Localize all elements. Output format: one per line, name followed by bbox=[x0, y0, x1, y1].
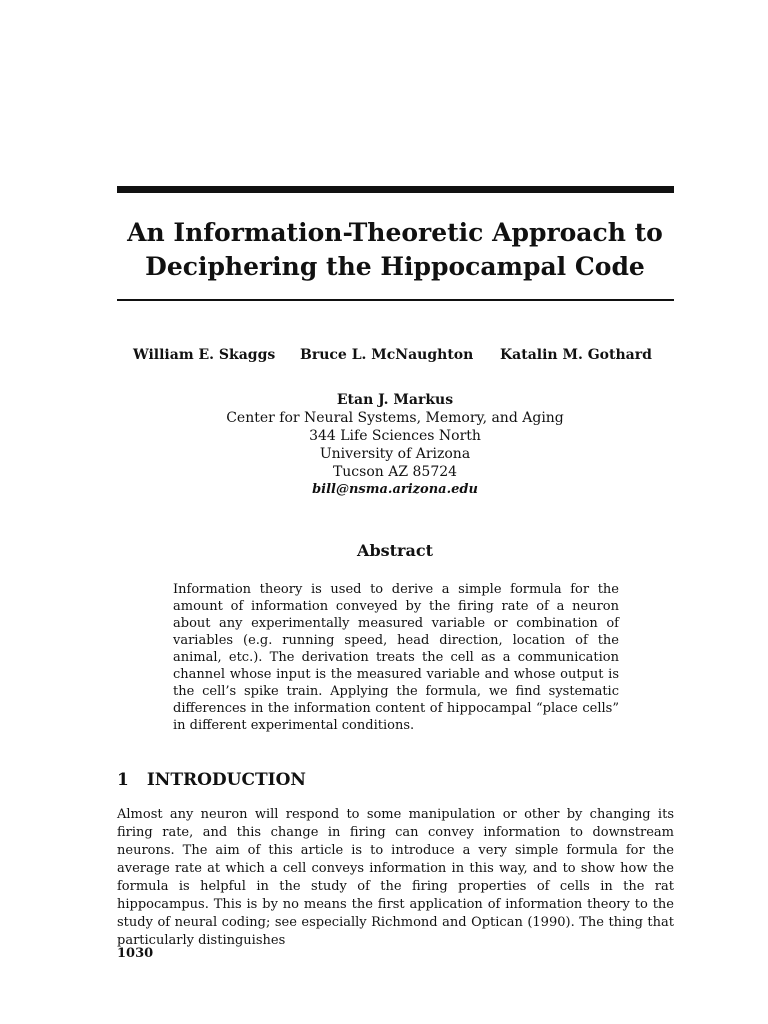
title-line-1: An Information-Theoretic Approach to bbox=[127, 218, 663, 247]
top-thick-rule bbox=[117, 186, 674, 193]
affiliation-line: University of Arizona bbox=[319, 446, 471, 462]
affiliation-block bbox=[150, 391, 640, 499]
section-heading bbox=[117, 770, 306, 790]
page-number: 1030 bbox=[117, 946, 154, 961]
fourth-author: Etan J. Markus bbox=[336, 392, 454, 408]
title-thin-rule bbox=[117, 299, 674, 301]
author-3: Katalin M. Gothard bbox=[500, 347, 652, 363]
author-1: William E. Skaggs bbox=[133, 347, 276, 363]
section-title: INTRODUCTION bbox=[146, 770, 306, 790]
abstract-body: Information theory is used to derive a simple formula for the amount of information conveyed by the firing rate of a neuron about any experimentally measured variable or combination of variables (e.g. running speed, head direction, location of the animal, etc.). The derivation treats the cell as a communication channel whose input is the measured variable and whose output is the cell’s spike train. Applying the formula, we find systematic differences in the information content of hippocampal “place cells” in different experimental conditions. bbox=[173, 582, 619, 733]
abstract-heading: Abstract bbox=[357, 541, 433, 560]
title-line-2: Deciphering the Hippocampal Code bbox=[145, 252, 645, 281]
contact-email: bill@nsma.arizona.edu bbox=[312, 482, 478, 497]
paper-title bbox=[100, 216, 690, 284]
section-body: Almost any neuron will respond to some manipulation or other by changing its firing rate, and this change in firing can convey information to downstream neurons. The aim of this article is to introduce a very simple formula for the average rate at which a cell conveys information in this way, and to show how the formula is helpful in the study of the firing properties of cells in the rat hippocampus. This is by no means the first application of information theory to the study of neural coding; see especially Richmond and Optican (1990). The thing that particularly distinguishes bbox=[117, 807, 674, 948]
author-2: Bruce L. McNaughton bbox=[300, 347, 474, 363]
section-number: 1 bbox=[117, 770, 129, 790]
affiliation-line: Center for Neural Systems, Memory, and Aging bbox=[226, 410, 564, 426]
affiliation-line: 344 Life Sciences North bbox=[309, 428, 481, 444]
affiliation-line: Tucson AZ 85724 bbox=[332, 464, 458, 480]
